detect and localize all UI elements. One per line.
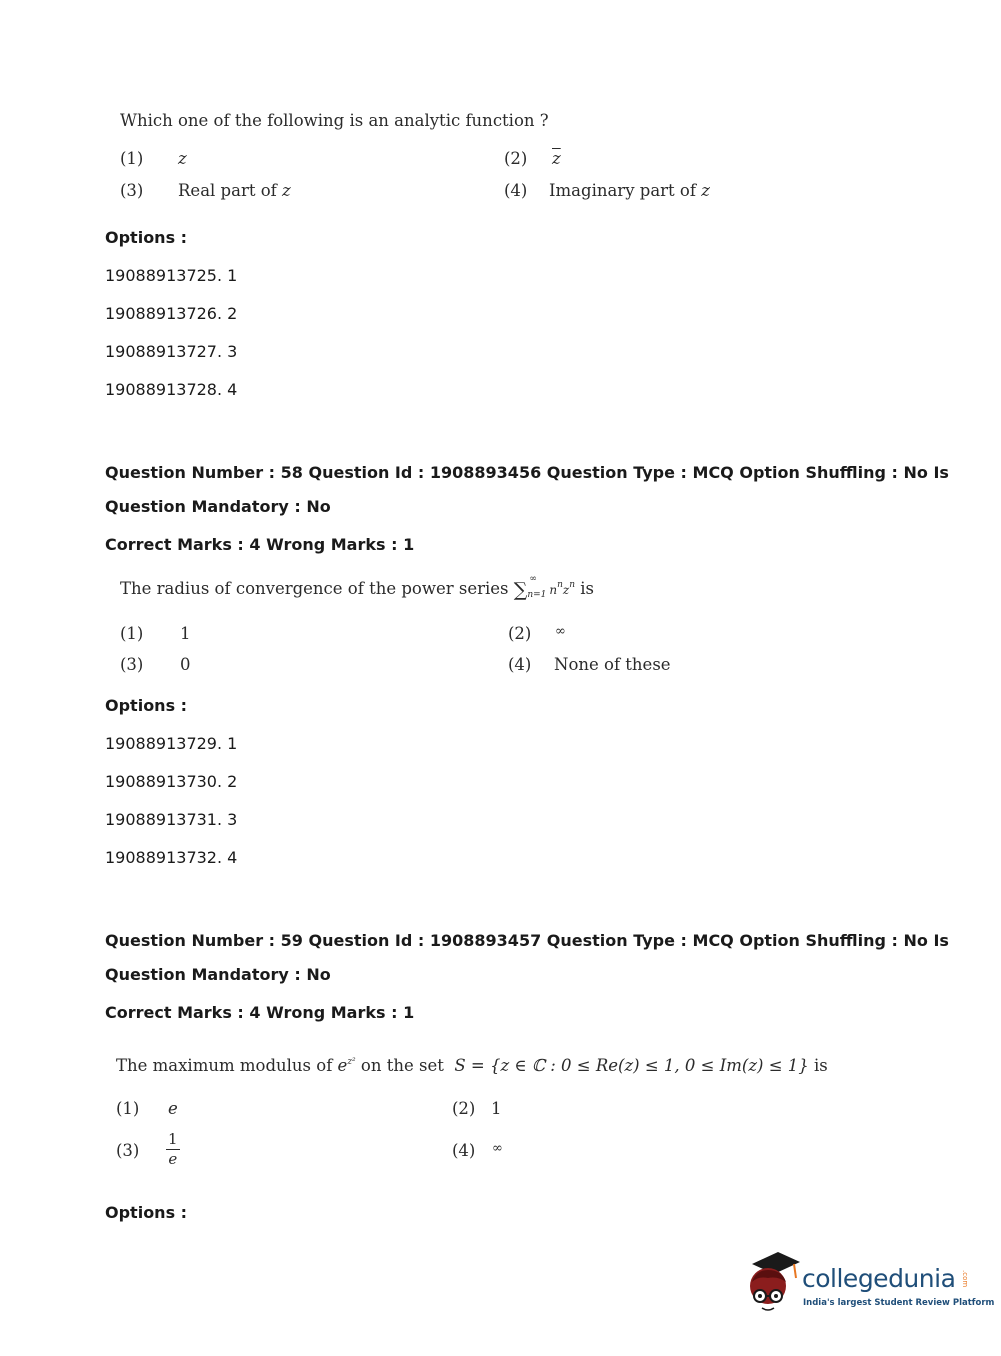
q57-option-id-2: 19088913726. 2: [105, 304, 238, 323]
q59-option-4-number: (4): [452, 1141, 476, 1160]
fraction-numerator: 1: [168, 1130, 178, 1148]
q57-options-label: Options :: [105, 228, 188, 247]
e-base: e: [337, 1056, 348, 1075]
q57-option-4-number: (4): [504, 181, 528, 200]
q57-option-1-text: z: [178, 149, 187, 168]
q59-header-line-1: Question Number : 59 Question Id : 1908893457 Question Type : MCQ Option Shuffling : No Is: [105, 931, 949, 950]
q57-option-3-text: Real part of z: [178, 181, 291, 200]
q58-option-id-4: 19088913732. 4: [105, 848, 238, 867]
q58-option-3-text: 0: [180, 655, 191, 674]
q58-option-1-number: (1): [120, 624, 144, 643]
q57-question-text: Which one of the following is an analytic function ?: [120, 111, 549, 130]
q58-option-4-number: (4): [508, 655, 532, 674]
q58-option-id-1: 19088913729. 1: [105, 734, 238, 753]
logo-tagline: India's largest Student Review Platform: [803, 1298, 995, 1308]
q58-option-3-number: (3): [120, 655, 144, 674]
q59-option-3-fraction: [166, 1130, 180, 1169]
q57-option-2-number: (2): [504, 149, 528, 168]
q59-option-4-text: ∞: [492, 1141, 503, 1156]
q58-option-id-2: 19088913730. 2: [105, 772, 238, 791]
q58-option-id-3: 19088913731. 3: [105, 810, 238, 829]
q59-options-label: Options :: [105, 1203, 188, 1222]
q59-option-2-number: (2): [452, 1099, 476, 1118]
q58-marks: Correct Marks : 4 Wrong Marks : 1: [105, 535, 415, 554]
logo-com-suffix: .com: [961, 1270, 969, 1288]
q58-option-2-text: ∞: [555, 624, 566, 639]
logo-wordmark: collegedunia: [802, 1264, 956, 1293]
term-n-exponent: n: [557, 580, 563, 590]
sigma-upper-limit: ∞: [529, 573, 537, 584]
q58-header-line-1: Question Number : 58 Question Id : 1908893456 Question Type : MCQ Option Shuffling : No Is: [105, 463, 949, 482]
q58-option-4-text: None of these: [554, 655, 671, 674]
mascot-icon: [742, 1248, 802, 1316]
set-expression: S = {z ∈ ℂ : 0 ≤ Re(z) ≤ 1, 0 ≤ Im(z) ≤ 1}: [454, 1056, 809, 1075]
q58-option-2-number: (2): [508, 624, 532, 643]
q57-option-id-4: 19088913728. 4: [105, 380, 238, 399]
q57-option-4-text: Imaginary part of z: [549, 181, 710, 200]
collegedunia-logo: [742, 1248, 995, 1320]
term-n: n: [549, 583, 558, 597]
term-z: z: [562, 583, 570, 597]
e-exponent: z²: [347, 1057, 356, 1067]
q59-option-2-text: 1: [491, 1099, 502, 1118]
q59-header-line-2: Question Mandatory : No: [105, 965, 331, 984]
q58-options-label: Options :: [105, 696, 188, 715]
sigma-symbol: ∑: [513, 579, 528, 601]
sigma-lower-limit: n=1: [527, 589, 547, 600]
q57-option-2-text: $\overline{z}$: [552, 149, 561, 168]
q59-option-1-number: (1): [116, 1099, 140, 1118]
q57-option-1-number: (1): [120, 149, 144, 168]
q59-option-1-text: e: [168, 1099, 178, 1118]
q57-option-id-1: 19088913725. 1: [105, 266, 238, 285]
q59-option-3-number: (3): [116, 1141, 140, 1160]
q59-marks: Correct Marks : 4 Wrong Marks : 1: [105, 1003, 415, 1022]
fraction-denominator: e: [168, 1150, 178, 1168]
q59-question-text: The maximum modulus of $e^{z^2}$ on the set S = {z ∈ ℂ : 0 ≤ Re(z) ≤ 1, 0 ≤ Im(z) ≤ 1} is: [116, 1056, 828, 1075]
term-z-exponent: n: [569, 580, 575, 590]
q57-option-3-number: (3): [120, 181, 144, 200]
q57-option-id-3: 19088913727. 3: [105, 342, 238, 361]
q58-option-1-text: 1: [180, 624, 191, 643]
q58-question-text: The radius of convergence of the power series ∑ ∞ n=1 $n^nz^n$ is: [120, 573, 594, 601]
q58-header-line-2: Question Mandatory : No: [105, 497, 331, 516]
